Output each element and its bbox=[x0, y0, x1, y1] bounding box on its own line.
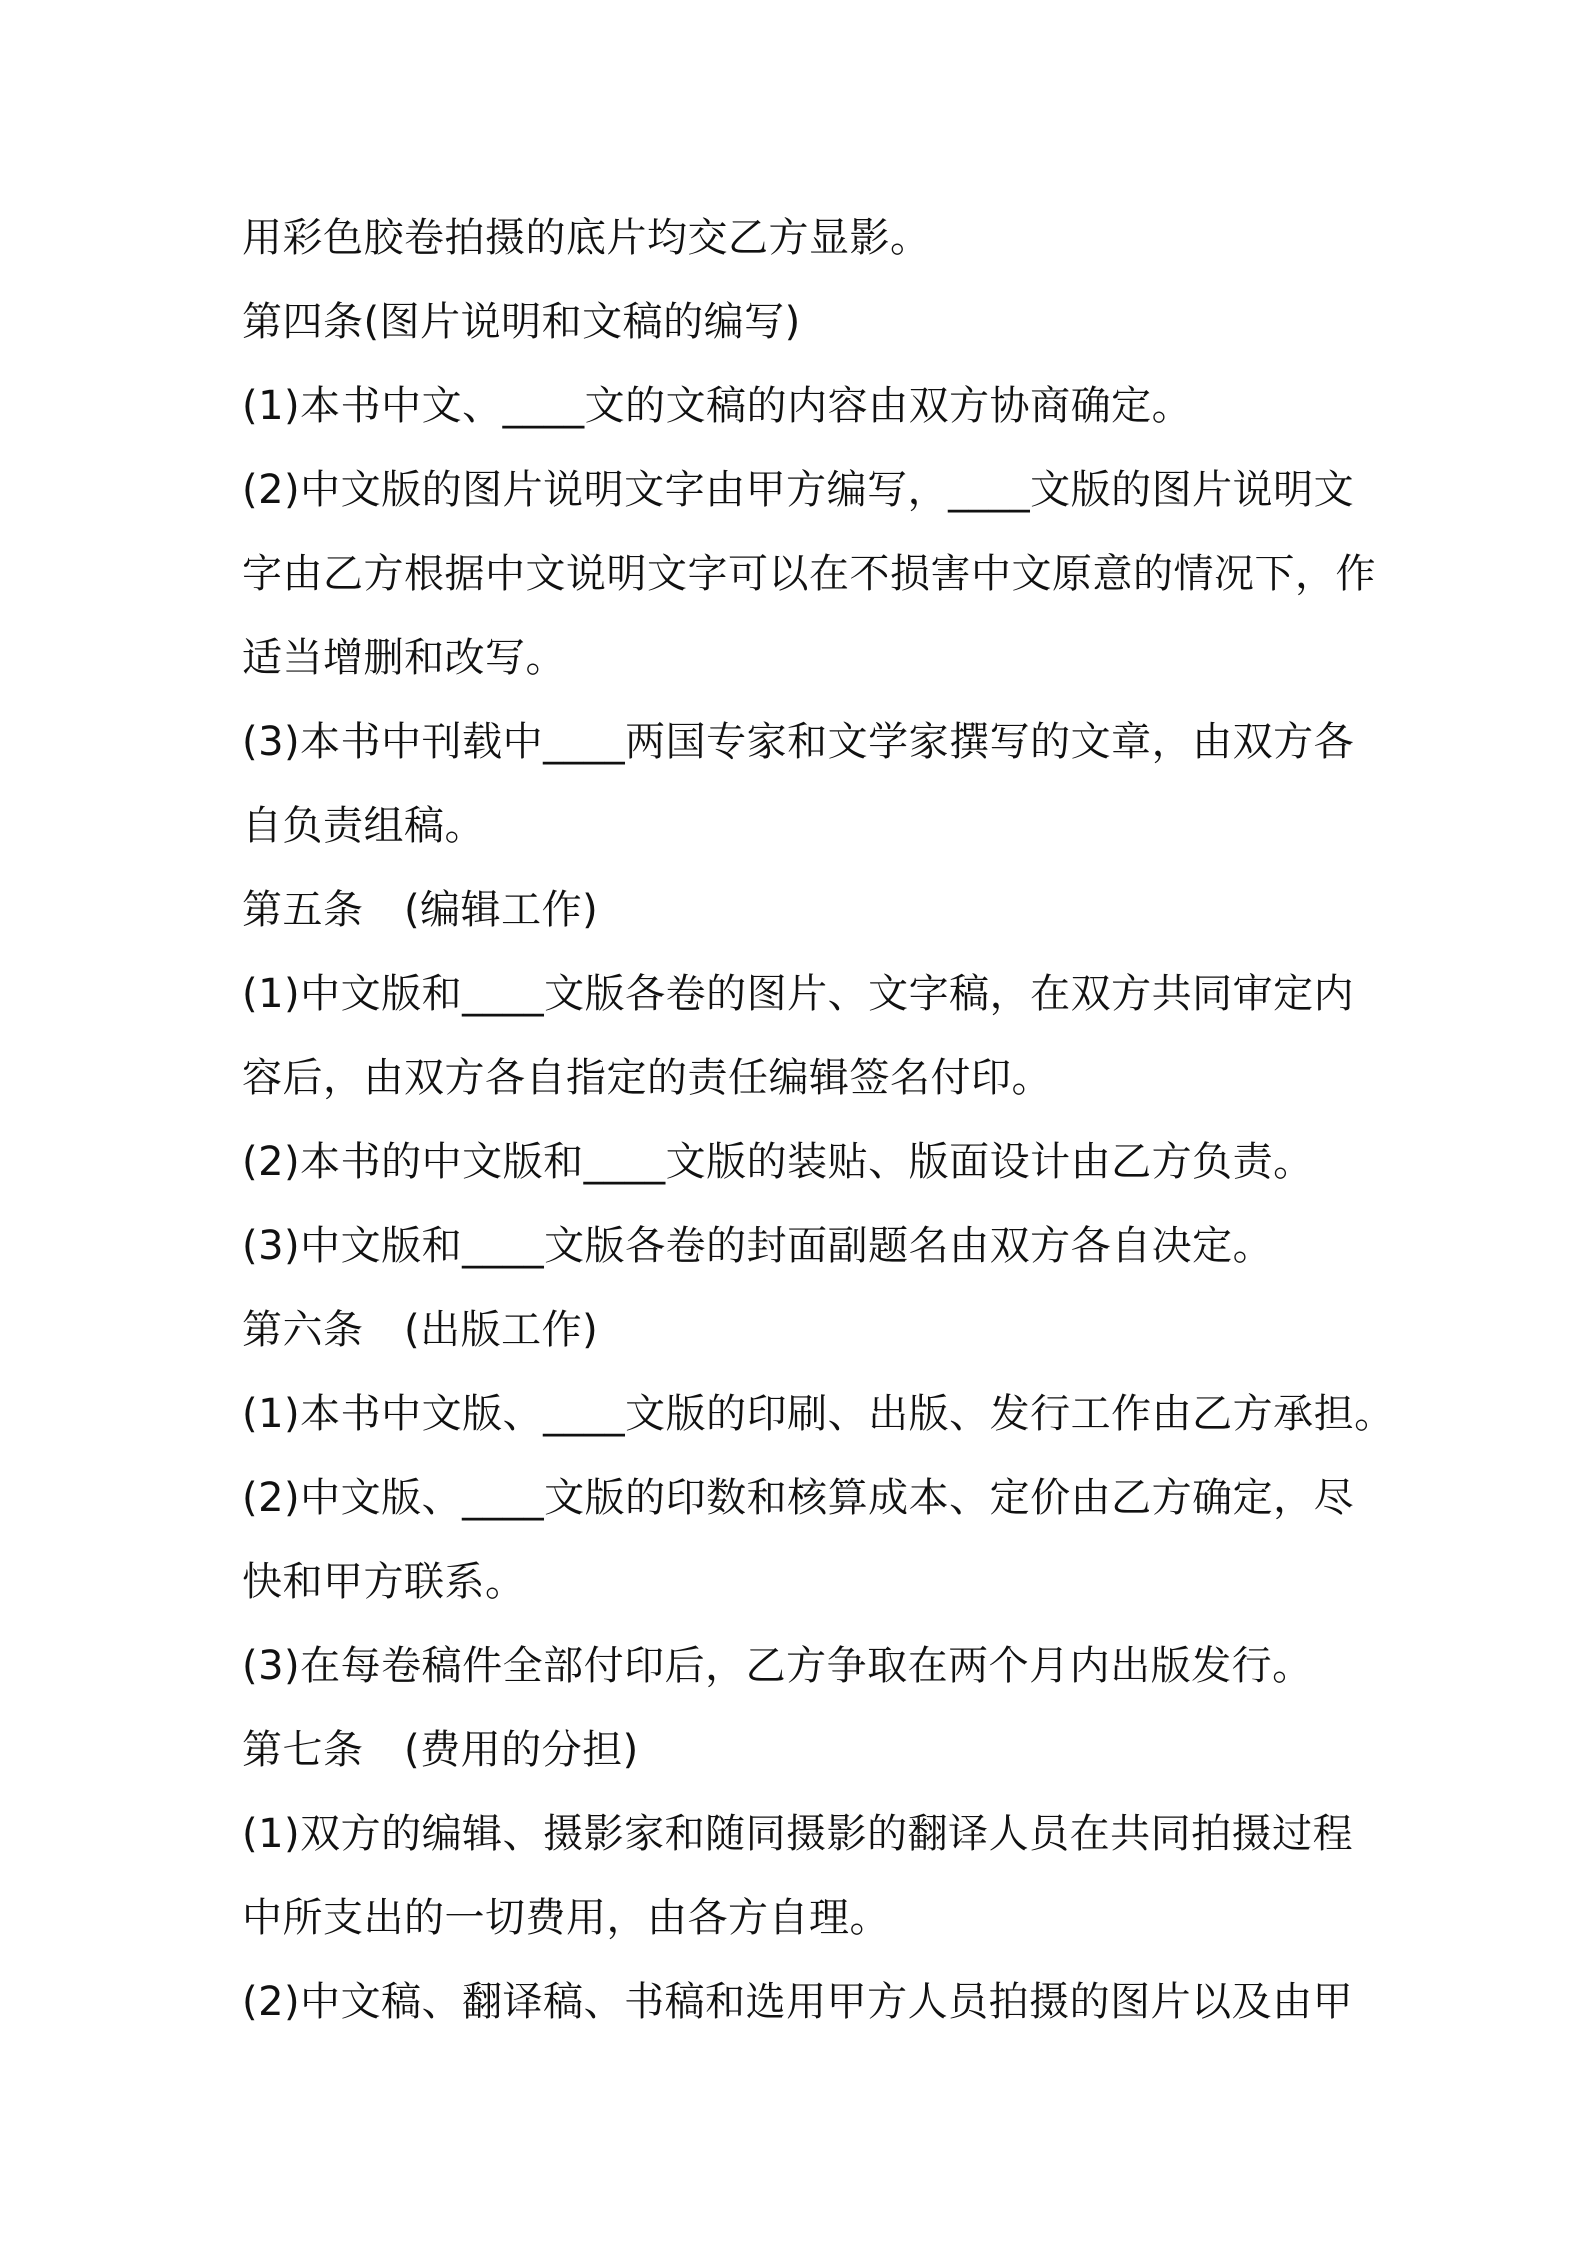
text-line: (3)本书中刊载中____两国专家和文学家撰写的文章，由双方各 bbox=[242, 719, 1355, 765]
text-line: 快和甲方联系。 bbox=[242, 1559, 526, 1605]
text-line: (2)本书的中文版和____文版的装贴、版面设计由乙方负责。 bbox=[242, 1139, 1314, 1185]
text-line: (1)中文版和____文版各卷的图片、文字稿，在双方共同审定内 bbox=[242, 971, 1355, 1017]
text-line: (3)在每卷稿件全部付印后，乙方争取在两个月内出版发行。 bbox=[242, 1643, 1313, 1689]
text-line: 用彩色胶卷拍摄的底片均交乙方显影。 bbox=[242, 215, 931, 261]
contract-text-body bbox=[242, 196, 1395, 2044]
text-line: 自负责组稿。 bbox=[242, 803, 485, 849]
article-heading: 第四条(图片说明和文稿的编写) bbox=[242, 299, 801, 345]
text-line: (3)中文版和____文版各卷的封面副题名由双方各自决定。 bbox=[242, 1223, 1274, 1269]
text-line: 中所支出的一切费用，由各方自理。 bbox=[242, 1895, 890, 1941]
text-line: (1)双方的编辑、摄影家和随同摄影的翻译人员在共同拍摄过程 bbox=[242, 1811, 1354, 1857]
text-line: 容后，由双方各自指定的责任编辑签名付印。 bbox=[242, 1055, 1052, 1101]
article-heading: 第七条 (费用的分担) bbox=[242, 1727, 639, 1773]
article-heading: 第五条 (编辑工作) bbox=[242, 887, 599, 933]
text-line: 字由乙方根据中文说明文字可以在不损害中文原意的情况下，作 bbox=[242, 551, 1376, 597]
text-line: 适当增删和改写。 bbox=[242, 635, 566, 681]
article-heading: 第六条 (出版工作) bbox=[242, 1307, 599, 1353]
text-line: (2)中文版、____文版的印数和核算成本、定价由乙方确定，尽 bbox=[242, 1475, 1355, 1521]
text-line: (2)中文版的图片说明文字由甲方编写，____文版的图片说明文 bbox=[242, 467, 1355, 513]
text-line: (2)中文稿、翻译稿、书稿和选用甲方人员拍摄的图片以及由甲 bbox=[242, 1979, 1354, 2025]
text-line: (1)本书中文、____文的文稿的内容由双方协商确定。 bbox=[242, 383, 1193, 429]
text-line: (1)本书中文版、____文版的印刷、出版、发行工作由乙方承担。 bbox=[242, 1391, 1395, 1437]
